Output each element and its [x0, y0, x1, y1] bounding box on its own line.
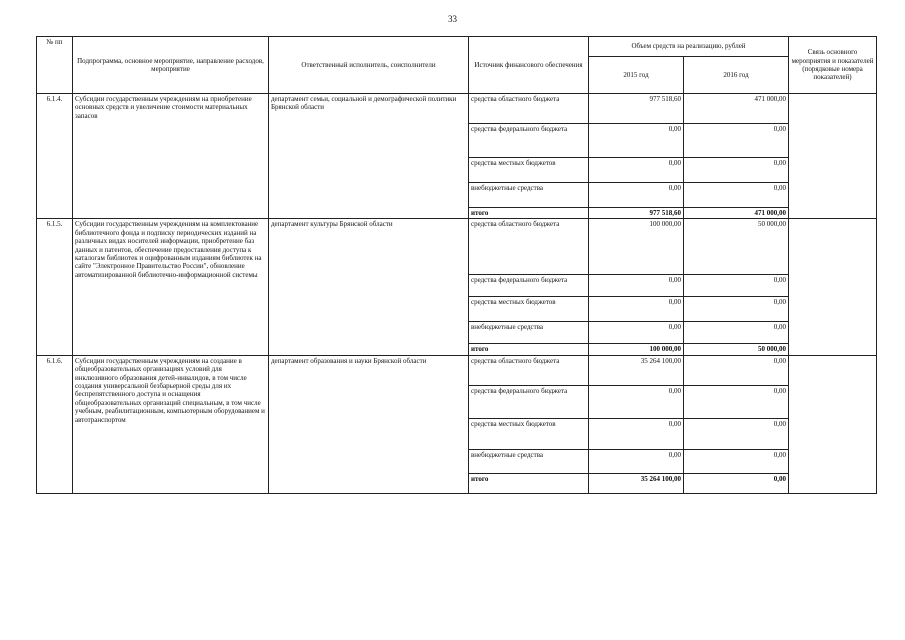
- row-source: итого: [469, 473, 589, 493]
- row-value-2016: 0,00: [684, 183, 789, 208]
- header-num: № пп: [37, 37, 73, 94]
- row-value-2015: 35 264 100,00: [589, 473, 684, 493]
- row-code: 6.1.6.: [37, 355, 73, 493]
- row-executor: департамент семьи, социальной и демографической политики Брянской области: [269, 94, 469, 219]
- row-source: средства федерального бюджета: [469, 124, 589, 158]
- row-value-2015: 0,00: [589, 124, 684, 158]
- header-program: Подпрограмма, основное мероприятие, направление расходов, мероприятие: [73, 37, 269, 94]
- row-value-2015: 0,00: [589, 418, 684, 449]
- row-value-2015: 100 000,00: [589, 344, 684, 355]
- row-value-2015: 0,00: [589, 183, 684, 208]
- page-number: 33: [448, 14, 457, 24]
- header-source: Источник финансового обеспечения: [469, 37, 589, 94]
- row-value-2015: 0,00: [589, 297, 684, 322]
- table-row: [37, 94, 877, 124]
- row-source: внебюджетные средства: [469, 322, 589, 344]
- row-value-2015: 35 264 100,00: [589, 355, 684, 385]
- row-value-2015: 100 000,00: [589, 219, 684, 275]
- row-code: 6.1.4.: [37, 94, 73, 219]
- row-link: [789, 219, 877, 355]
- header-volume: Объем средств на реализацию, рублей: [589, 37, 789, 57]
- row-code: 6.1.5.: [37, 219, 73, 355]
- header-executor: Ответственный исполнитель, соисполнители: [269, 37, 469, 94]
- row-source: средства федерального бюджета: [469, 385, 589, 418]
- row-executor: департамент образования и науки Брянской области: [269, 355, 469, 493]
- row-executor: департамент культуры Брянской области: [269, 219, 469, 355]
- row-source: средства областного бюджета: [469, 94, 589, 124]
- row-value-2016: 0,00: [684, 449, 789, 473]
- header-2016: 2016 год: [684, 57, 789, 94]
- row-value-2016: 0,00: [684, 322, 789, 344]
- row-value-2015: 0,00: [589, 158, 684, 183]
- row-link: [789, 94, 877, 219]
- header-2015: 2015 год: [589, 57, 684, 94]
- row-program: Субсидии государственным учреждениям на комплектование библиотечного фонда и подписку периодических изданий на различных видах носителей информации, приобретение баз данных и патентов, обеспечение предоставления доступа к каталогам библиотек и оцифрованным изданиям библиотек на сайте "Электронное Правительство России", обновление автоматизированной библиотечно-информационной системы: [73, 219, 269, 355]
- row-source: внебюджетные средства: [469, 449, 589, 473]
- row-value-2016: 0,00: [684, 124, 789, 158]
- row-value-2016: 471 000,00: [684, 208, 789, 219]
- table-row: [37, 219, 877, 275]
- row-source: средства областного бюджета: [469, 355, 589, 385]
- row-value-2016: 0,00: [684, 158, 789, 183]
- row-source: средства местных бюджетов: [469, 418, 589, 449]
- row-source: внебюджетные средства: [469, 183, 589, 208]
- row-source: средства федерального бюджета: [469, 275, 589, 297]
- row-value-2016: 0,00: [684, 385, 789, 418]
- row-value-2016: 50 000,00: [684, 344, 789, 355]
- row-value-2016: 0,00: [684, 418, 789, 449]
- row-value-2016: 0,00: [684, 355, 789, 385]
- row-value-2015: 0,00: [589, 275, 684, 297]
- row-value-2015: 977 518,60: [589, 208, 684, 219]
- row-source: итого: [469, 208, 589, 219]
- row-value-2016: 0,00: [684, 275, 789, 297]
- header-link: Связь основного мероприятия и показателей (порядковые номера показателей): [789, 37, 877, 94]
- row-source: средства местных бюджетов: [469, 297, 589, 322]
- row-value-2015: 0,00: [589, 385, 684, 418]
- table-row: [37, 355, 877, 385]
- row-source: средства местных бюджетов: [469, 158, 589, 183]
- budget-table: [36, 36, 877, 494]
- row-program: Субсидии государственным учреждениям на приобретение основных средств и увеличение стоимости материальных запасов: [73, 94, 269, 219]
- row-source: итого: [469, 344, 589, 355]
- row-value-2015: 0,00: [589, 449, 684, 473]
- row-value-2015: 0,00: [589, 322, 684, 344]
- row-value-2016: 50 000,00: [684, 219, 789, 275]
- row-link: [789, 355, 877, 493]
- row-value-2016: 471 000,00: [684, 94, 789, 124]
- row-program: Субсидии государственным учреждениям на создание в общеобразовательных организациях условий для инклюзивного образования детей-инвалидов, в том числе создания универсальной безбарьерной среды для их беспрепятственного доступа и оснащения общеобразовательных организаций специальным, в том числе учебным, реабилитационным, компьютерным оборудованием и автотранспортом: [73, 355, 269, 493]
- row-source: средства областного бюджета: [469, 219, 589, 275]
- row-value-2015: 977 518,60: [589, 94, 684, 124]
- row-value-2016: 0,00: [684, 297, 789, 322]
- row-value-2016: 0,00: [684, 473, 789, 493]
